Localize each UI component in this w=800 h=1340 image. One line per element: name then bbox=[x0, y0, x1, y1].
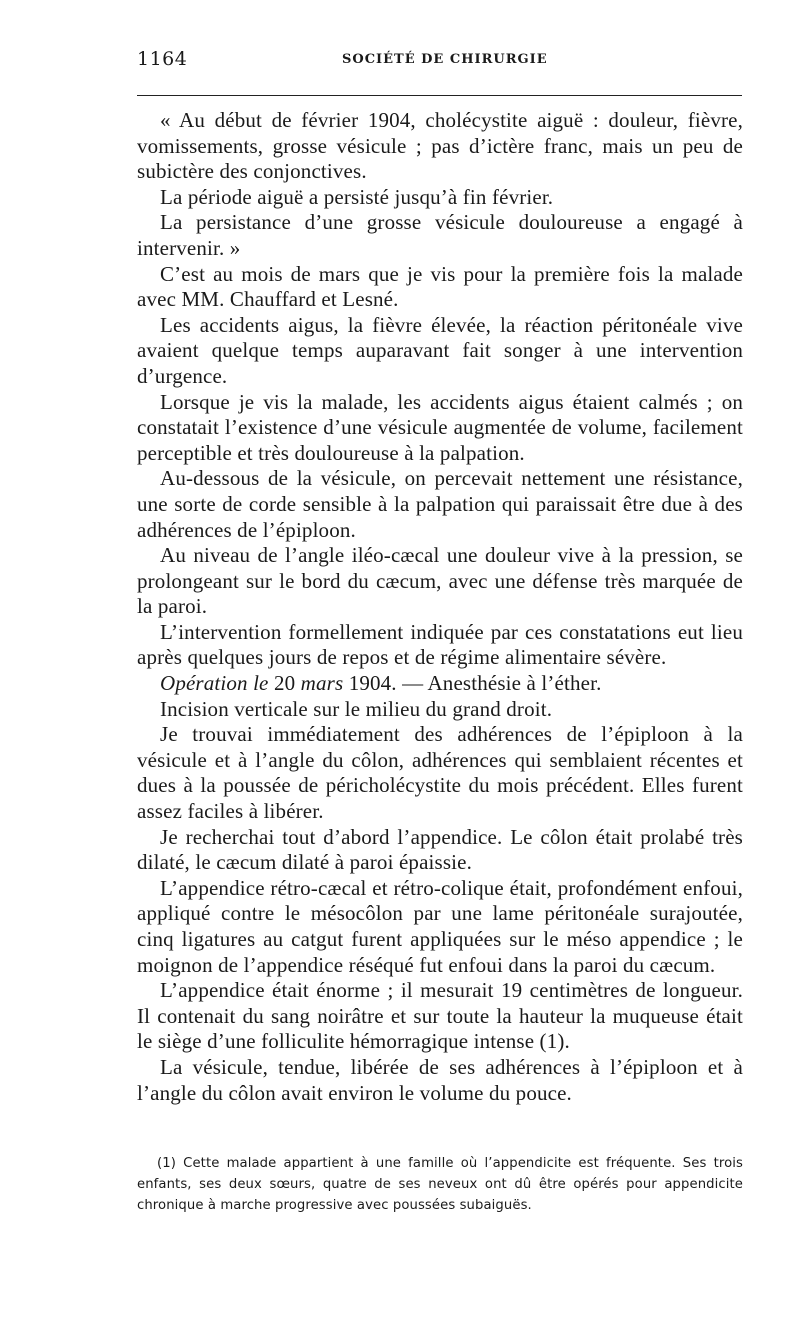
page-number: 1164 bbox=[137, 48, 188, 70]
operation-day: 20 bbox=[273, 671, 296, 696]
paragraph: Au niveau de l’angle iléo-cæcal une douleur vive à la pression, se prolongeant sur le bord du cæcum, avec une défense très marquée de la paroi. bbox=[137, 543, 743, 619]
paragraph: L’appendice était énorme ; il mesurait 19 centimètres de longueur. Il contenait du sang noirâtre et sur toute la hauteur la muqueuse était le siège d’une folliculite hémorragique intense (1). bbox=[137, 978, 743, 1054]
paragraph: Je recherchai tout d’abord l’appendice. Le côlon était prolabé très dilaté, le cæcum dilaté à paroi épaissie. bbox=[137, 824, 743, 875]
operation-rest: 1904. — Anesthésie à l’éther. bbox=[343, 671, 602, 696]
running-head: SOCIÉTÉ DE CHIRURGIE bbox=[342, 52, 548, 67]
operation-label: Opération le bbox=[160, 671, 269, 696]
operation-line bbox=[137, 671, 743, 697]
paragraph: Au-dessous de la vésicule, on percevait nettement une résistance, une sorte de corde sensible à la palpation qui paraissait être due à des adhérences de l’épiploon. bbox=[137, 466, 743, 542]
paragraph: Les accidents aigus, la fièvre élevée, la réaction péritonéale vive avaient quelque temps auparavant fait songer à une intervention d’urgence. bbox=[137, 312, 743, 388]
paragraph: C’est au mois de mars que je vis pour la première fois la malade avec MM. Chauffard et Lesné. bbox=[137, 261, 743, 312]
paragraph: L’intervention formellement indiquée par ces constatations eut lieu après quelques jours de repos et de régime alimentaire sévère. bbox=[137, 619, 743, 670]
paragraph: La période aiguë a persisté jusqu’à fin février. bbox=[160, 184, 554, 209]
paragraph: L’appendice rétro-cæcal et rétro-colique était, profondément enfoui, appliqué contre le mésocôlon par une lame péritonéale surajoutée, cinq ligatures au catgut furent appliquées sur le méso appendice ; le moignon de l’appendice réséqué fut enfoui dans la paroi du cæcum. bbox=[137, 875, 743, 977]
paragraph: Je trouvai immédiatement des adhérences de l’épiploon à la vésicule et à l’angle du côlon, adhérences qui semblaient récentes et dues à la poussée de péricholécystite du mois précédent. Elles furent assez faciles à libérer. bbox=[137, 722, 743, 824]
page-header bbox=[137, 48, 742, 76]
paragraph: « Au début de février 1904, cholécystite aiguë : douleur, fièvre, vomissements, grosse vésicule ; pas d’ictère franc, mais un peu de subictère des conjonctives. bbox=[137, 108, 743, 184]
paragraph: La persistance d’une grosse vésicule douloureuse a engagé à intervenir. » bbox=[137, 210, 743, 260]
paragraph: Lorsque je vis la malade, les accidents aigus étaient calmés ; on constatait l’existence d’une vésicule augmentée de volume, facilement perceptible et très douloureuse à la palpation. bbox=[137, 389, 743, 465]
footnote-text: (1) Cette malade appartient à une famille où l’appendicite est fréquente. Ses trois enfants, ses deux sœurs, quatre de ses neveux ont dû être opérés pour appendicite chronique à marche progressive avec poussées subaiguës. bbox=[137, 1156, 743, 1213]
paragraph: Incision verticale sur le milieu du grand droit. bbox=[160, 696, 553, 721]
footnote bbox=[137, 1153, 743, 1216]
header-rule bbox=[137, 95, 742, 96]
body-text bbox=[137, 108, 743, 1106]
paragraph: La vésicule, tendue, libérée de ses adhérences à l’épiploon et à l’angle du côlon avait environ le volume du pouce. bbox=[137, 1054, 743, 1105]
operation-month: mars bbox=[300, 671, 344, 696]
